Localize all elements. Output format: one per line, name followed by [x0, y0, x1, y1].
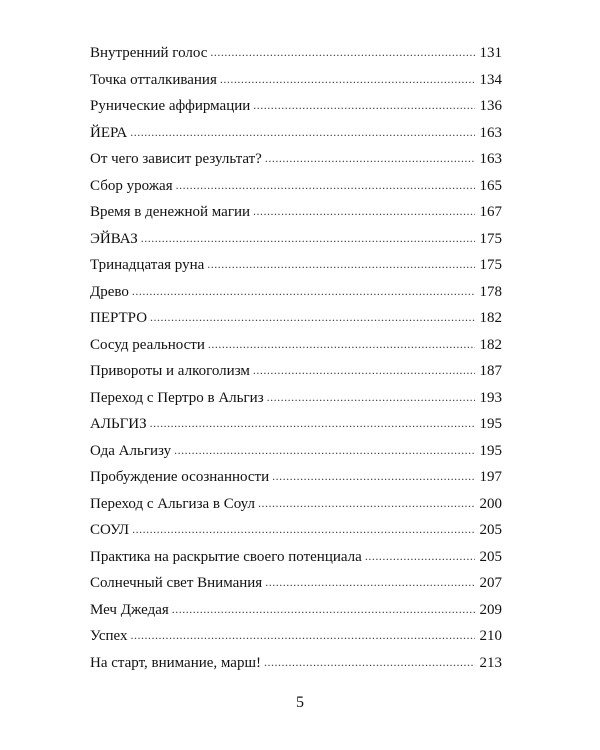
toc-entry-title: Практика на раскрытие своего потенциала	[90, 548, 362, 565]
toc-entry-title: ЭЙВАЗ	[90, 230, 138, 247]
toc-dot-leader	[265, 569, 475, 596]
toc-entry	[90, 411, 502, 438]
toc-entry-title: От чего зависит результат?	[90, 151, 262, 167]
toc-entry	[90, 93, 502, 120]
toc-entry-page: 165	[479, 177, 502, 194]
toc-entry-page: 200	[479, 495, 502, 512]
toc-dot-leader	[150, 304, 475, 331]
toc-entry-page: 205	[479, 522, 502, 538]
toc-entry	[90, 517, 502, 544]
toc-entry-page: 178	[479, 283, 502, 300]
toc-entry-page: 175	[479, 230, 502, 247]
toc-dot-leader	[132, 516, 475, 543]
toc-dot-leader	[130, 119, 475, 146]
toc-entry-page: 134	[479, 71, 502, 88]
toc-dot-leader	[365, 543, 475, 570]
toc-entry-title: Точка отталкивания	[90, 71, 217, 88]
toc-entry-title: Время в денежной магии	[90, 204, 251, 220]
toc-dot-leader	[208, 331, 475, 358]
toc-dot-leader	[207, 251, 475, 278]
toc-entry-page: 213	[479, 654, 502, 671]
toc-entry-page: 209	[479, 601, 502, 618]
toc-dot-leader	[220, 66, 475, 93]
toc-entry-page: 197	[479, 469, 502, 485]
toc-entry	[90, 385, 502, 412]
toc-dot-leader	[253, 198, 475, 225]
page-number: 5	[296, 694, 304, 711]
toc-dot-leader	[210, 39, 475, 66]
toc-entry-title: Переход с Пертро в Альгиз	[90, 389, 264, 406]
toc-entry-title: Рунические аффирмации	[90, 98, 251, 114]
toc-entry-title: Сбор урожая	[90, 177, 173, 194]
toc-entry-title: АЛЬГИЗ	[90, 416, 147, 432]
toc-entry	[90, 146, 502, 173]
toc-entry-title: Пробуждение осознанности	[90, 469, 270, 485]
toc-entry-page: 136	[479, 98, 502, 114]
toc-entry-page: 207	[479, 575, 502, 591]
toc-entry-page: 210	[479, 628, 502, 644]
toc-entry	[90, 226, 502, 253]
toc-entry	[90, 332, 502, 359]
toc-entry	[90, 67, 502, 94]
toc-entry	[90, 305, 502, 332]
toc-entry	[90, 464, 502, 491]
toc-entry-title: ПЕРТРО	[90, 310, 148, 326]
toc-entry-title: Древо	[90, 283, 129, 300]
toc-entry-page: 163	[479, 151, 502, 167]
toc-dot-leader	[130, 622, 475, 649]
toc-dot-leader	[253, 92, 475, 119]
toc-entry	[90, 544, 502, 571]
toc-entry	[90, 40, 502, 67]
toc-entry-page: 187	[479, 363, 502, 379]
toc-dot-leader	[172, 596, 475, 623]
toc-entry	[90, 491, 502, 518]
toc-entry-title: Успех	[90, 628, 128, 644]
toc-dot-leader	[267, 384, 475, 411]
toc-entry-title: Тринадцатая руна	[90, 257, 205, 273]
toc-entry-page: 182	[479, 336, 502, 353]
toc-entry-page: 167	[479, 204, 502, 220]
toc-dot-leader	[174, 437, 475, 464]
toc-dot-leader	[253, 357, 475, 384]
toc-entry-page: 193	[479, 389, 502, 406]
toc-entry-page: 131	[479, 45, 502, 61]
toc-entry	[90, 199, 502, 226]
toc-entry-title: Внутренний голос	[90, 45, 208, 61]
toc-entry-page: 195	[479, 442, 502, 459]
toc-dot-leader	[150, 410, 475, 437]
toc-entry-title: Переход с Альгиза в Соул	[90, 495, 255, 512]
toc-entry	[90, 358, 502, 385]
toc-dot-leader	[265, 145, 475, 172]
table-of-contents	[90, 40, 502, 676]
toc-dot-leader	[272, 463, 475, 490]
toc-entry	[90, 570, 502, 597]
toc-entry-title: ЙЕРА	[90, 124, 128, 141]
toc-entry-title: На старт, внимание, марш!	[90, 654, 262, 671]
toc-dot-leader	[258, 490, 475, 517]
toc-entry-title: Сосуд реальности	[90, 336, 205, 353]
toc-entry	[90, 252, 502, 279]
toc-dot-leader	[264, 649, 475, 676]
toc-entry-page: 205	[479, 548, 502, 565]
toc-entry	[90, 173, 502, 200]
toc-dot-leader	[141, 225, 475, 252]
toc-entry-page: 182	[479, 310, 502, 326]
toc-entry-page: 175	[479, 257, 502, 273]
toc-entry-title: Привороты и алкоголизм	[90, 363, 250, 379]
toc-entry	[90, 438, 502, 465]
toc-dot-leader	[132, 278, 475, 305]
toc-entry-title: Меч Джедая	[90, 601, 169, 618]
toc-entry-title: СОУЛ	[90, 522, 130, 538]
toc-entry	[90, 120, 502, 147]
toc-entry-title: Солнечный свет Внимания	[90, 575, 263, 591]
toc-entry-page: 163	[479, 124, 502, 141]
toc-entry-page: 195	[479, 416, 502, 432]
toc-entry	[90, 279, 502, 306]
toc-entry	[90, 597, 502, 624]
toc-entry-title: Ода Альгизу	[90, 442, 172, 459]
toc-entry	[90, 650, 502, 677]
toc-entry	[90, 623, 502, 650]
toc-dot-leader	[176, 172, 475, 199]
